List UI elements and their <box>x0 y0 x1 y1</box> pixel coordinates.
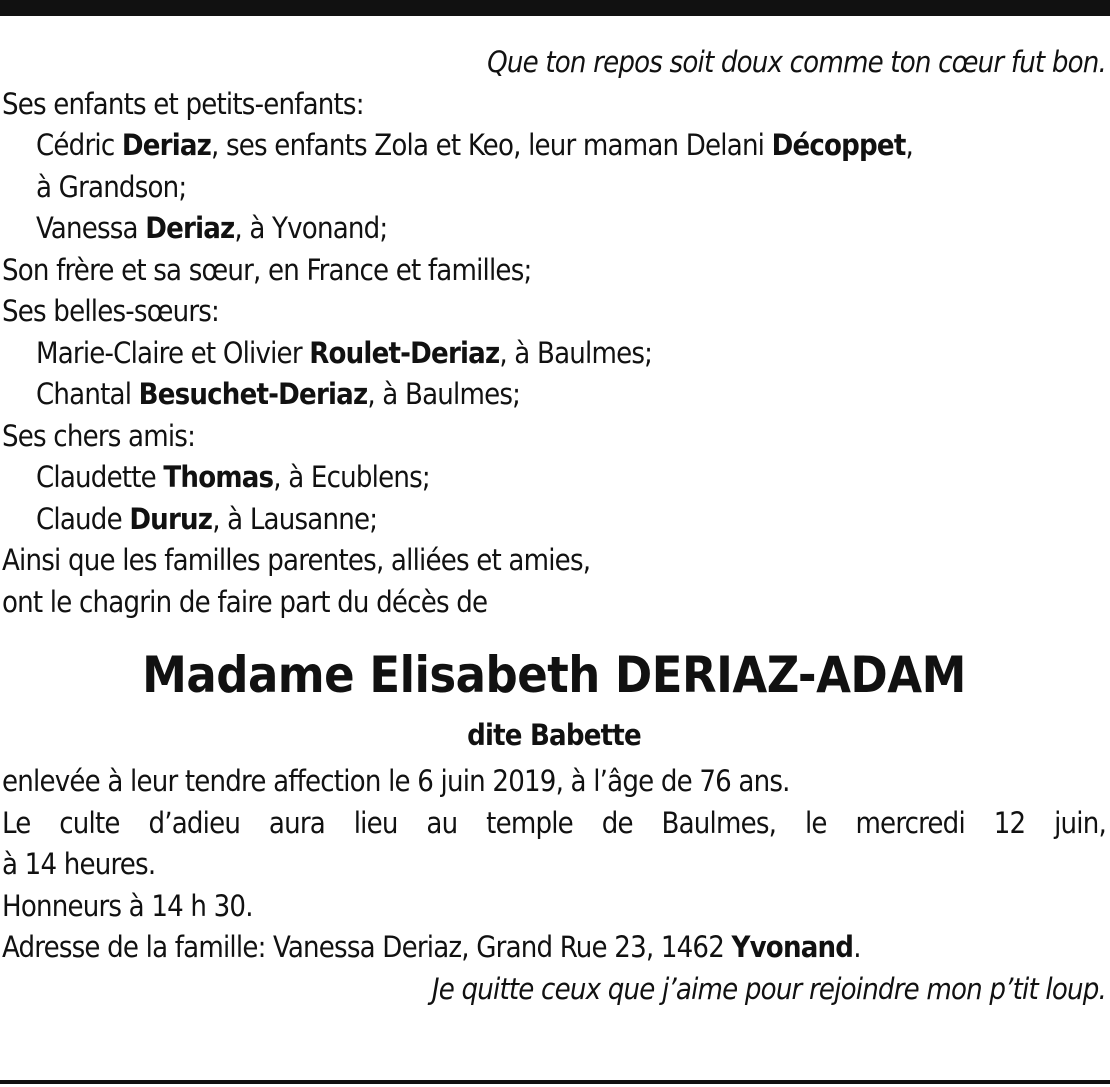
thomas-surname: Thomas <box>163 460 274 494</box>
duruz-place: , à Lausanne; <box>212 501 378 536</box>
besuchet-surname: Besuchet-Deriaz <box>138 377 368 411</box>
friend-line-duruz <box>2 499 1106 541</box>
service-word: culte <box>59 805 120 840</box>
deceased-name: Madame Elisabeth DERIAZ-ADAM <box>142 646 966 704</box>
epigraph-top: Que ton repos soit doux comme ton cœur fut bon. <box>487 45 1106 79</box>
address-text: Adresse de la famille: Vanessa Deriaz, Grand Rue 23, 1462 <box>2 930 732 964</box>
besuchet-first-name: Chantal <box>36 377 139 411</box>
address-end: . <box>853 930 861 964</box>
deceased-name-block <box>2 637 1106 757</box>
siblings-line: Son frère et sa sœur, en France et familles; <box>2 252 532 287</box>
duruz-first-name: Claude <box>36 501 130 536</box>
service-line <box>2 803 1106 845</box>
service-word: mercredi <box>855 805 965 840</box>
family-line-vanessa <box>2 208 1106 250</box>
friends-heading: Ses chers amis: <box>2 418 196 453</box>
service-word: 12 <box>993 805 1026 840</box>
cedric-surname: Deriaz <box>121 128 212 162</box>
service-word: Baulmes, <box>661 805 777 840</box>
service-word: de <box>601 805 633 840</box>
death-line: enlevée à leur tendre affection le 6 juin 2019, à l’âge de 76 ans. <box>2 764 790 798</box>
address-line <box>2 927 1106 969</box>
address-town: Yvonand <box>731 930 854 964</box>
friend-line-thomas <box>2 457 1106 499</box>
service-word: aura <box>268 805 325 840</box>
service-word: lieu <box>353 805 398 840</box>
family-line-roulet <box>2 333 1106 375</box>
service-word: temple <box>486 805 573 840</box>
top-rule <box>0 0 1110 16</box>
cedric-first-name: Cédric <box>36 128 122 162</box>
deceased-nickname: dite Babette <box>467 718 641 752</box>
obituary-notice <box>2 42 1106 1010</box>
vanessa-first-name: Vanessa <box>36 211 146 245</box>
relatives-line: Ainsi que les familles parentes, alliées et amies, <box>2 543 591 577</box>
thomas-place: , à Ecublens; <box>273 460 430 494</box>
cedric-place: à Grandson; <box>36 169 187 204</box>
children-heading: Ses enfants et petits-enfants: <box>2 86 364 121</box>
family-line-cedric <box>2 125 1106 167</box>
service-word: d’adieu <box>148 805 241 840</box>
family-line-besuchet <box>2 374 1106 416</box>
service-word: au <box>426 805 458 840</box>
vanessa-surname: Deriaz <box>145 211 235 245</box>
roulet-place: , à Baulmes; <box>499 335 653 370</box>
cedric-details: , ses enfants Zola et Keo, leur maman Delani <box>211 128 772 162</box>
roulet-first-names: Marie-Claire et Olivier <box>36 335 310 370</box>
roulet-surname: Roulet-Deriaz <box>309 335 500 370</box>
service-word: le <box>804 805 827 840</box>
bottom-rule <box>0 1080 1110 1084</box>
service-time: à 14 heures. <box>2 847 156 881</box>
sisters-in-law-heading: Ses belles-sœurs: <box>2 294 220 328</box>
service-word: juin, <box>1054 805 1106 840</box>
vanessa-place: , à Yvonand; <box>234 211 388 245</box>
announce-line: ont le chagrin de faire part du décès de <box>2 584 488 619</box>
service-word: Le <box>2 805 31 840</box>
besuchet-place: , à Baulmes; <box>367 377 521 411</box>
cedric-line-end: , <box>905 128 913 162</box>
duruz-surname: Duruz <box>129 501 213 536</box>
thomas-first-name: Claudette <box>36 460 164 494</box>
epigraph-bottom: Je quitte ceux que j’aime pour rejoindre mon p’tit loup. <box>431 971 1106 1006</box>
honours-line: Honneurs à 14 h 30. <box>2 888 253 923</box>
decoppet-surname: Décoppet <box>771 128 906 162</box>
